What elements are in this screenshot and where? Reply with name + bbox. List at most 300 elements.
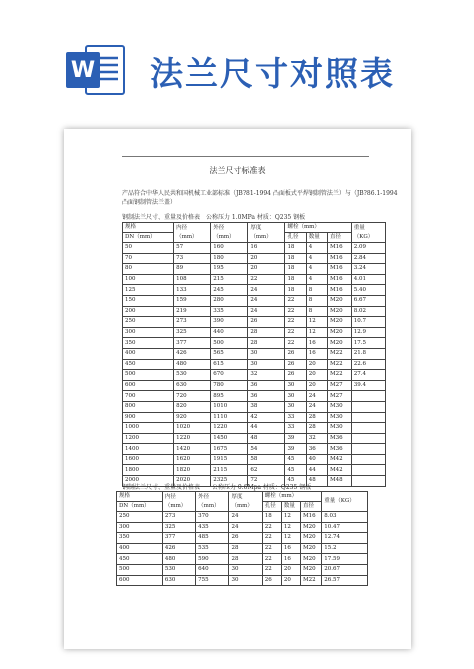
table-cell: 180 [211, 253, 248, 264]
table-cell: M20 [300, 554, 321, 565]
table-cell: 895 [211, 391, 248, 402]
table-cell: 195 [211, 264, 248, 275]
header-outer: 外径 （mm） [196, 492, 229, 512]
table-cell: 2.09 [351, 243, 385, 254]
table-cell: 325 [162, 522, 195, 533]
table-cell: 18 [285, 264, 306, 275]
table-cell: 200 [123, 306, 174, 317]
header-bolt: 螺栓（mm） [262, 492, 322, 502]
table-cell: 16 [281, 554, 300, 565]
table-cell: 58 [248, 454, 285, 465]
table-cell: 720 [174, 391, 211, 402]
table-cell: M20 [328, 338, 352, 349]
table-cell: 39.4 [351, 380, 385, 391]
table-cell: 615 [211, 359, 248, 370]
table-cell: 24 [248, 285, 285, 296]
table-row [117, 554, 368, 565]
table-cell: 10.7 [351, 317, 385, 328]
table-row [117, 512, 368, 523]
table-cell: 640 [196, 564, 229, 575]
table-cell: 400 [117, 543, 163, 554]
table-cell: 125 [123, 285, 174, 296]
table-cell: 12 [306, 327, 327, 338]
table-cell: 26 [262, 575, 281, 586]
header-inner: 内径 （mm） [162, 492, 195, 512]
table-cell: 36 [306, 444, 327, 455]
header-thickness: 厚度 （mm） [248, 223, 285, 243]
table-cell: 2325 [211, 476, 248, 487]
table-cell [351, 444, 385, 455]
table-cell: 16 [306, 348, 327, 359]
table-cell: M42 [328, 454, 352, 465]
table-row [123, 412, 386, 423]
flange-table-2 [116, 491, 368, 586]
table-row [123, 423, 386, 434]
table-cell: 535 [196, 543, 229, 554]
table-cell: 44 [306, 465, 327, 476]
table-cell: 273 [174, 317, 211, 328]
table-cell: 24 [306, 391, 327, 402]
table-cell: 45 [285, 465, 306, 476]
table-cell: 500 [117, 564, 163, 575]
table-cell: 280 [211, 295, 248, 306]
table-row [123, 433, 386, 444]
table-cell: 1800 [123, 465, 174, 476]
table-cell: 300 [123, 327, 174, 338]
table-cell: 150 [123, 295, 174, 306]
table-row [123, 317, 386, 328]
table-cell: 80 [123, 264, 174, 275]
table-cell: 26 [285, 370, 306, 381]
table-cell: 1110 [211, 412, 248, 423]
table-cell: 20 [281, 564, 300, 575]
table-cell: 4 [306, 274, 327, 285]
table-cell: 26.57 [322, 575, 368, 586]
table-cell: M20 [328, 295, 352, 306]
table-cell: 24 [229, 522, 262, 533]
table-cell: 1400 [123, 444, 174, 455]
table-cell: 22 [262, 522, 281, 533]
table-cell: 100 [123, 274, 174, 285]
table-cell: 16 [306, 338, 327, 349]
table-cell: 22 [285, 295, 306, 306]
table-cell: 450 [117, 554, 163, 565]
table-cell: 32 [306, 433, 327, 444]
table-cell: 10.47 [322, 522, 368, 533]
table-cell: 28 [306, 412, 327, 423]
table-cell: 3.24 [351, 264, 385, 275]
table-row [117, 564, 368, 575]
table-row [123, 401, 386, 412]
table-cell: M22 [328, 348, 352, 359]
table-cell: 325 [174, 327, 211, 338]
table-cell [351, 412, 385, 423]
table-cell: 335 [211, 306, 248, 317]
table-cell: 820 [174, 401, 211, 412]
table-cell: 33 [285, 423, 306, 434]
table-cell: 108 [174, 274, 211, 285]
table-cell: 28 [229, 543, 262, 554]
table-row [117, 575, 368, 586]
header-hole: 孔径 [262, 502, 281, 512]
table-cell: 1220 [211, 423, 248, 434]
header-spec: 规格 [123, 223, 174, 233]
header-dia: 直径 [300, 502, 321, 512]
table-cell: 20 [281, 575, 300, 586]
svg-text:W: W [70, 58, 96, 83]
table-cell: 20 [248, 264, 285, 275]
table-cell: 18 [285, 274, 306, 285]
table-cell: 350 [123, 338, 174, 349]
header-spec: 规格 [117, 492, 163, 502]
table-cell: 38 [248, 401, 285, 412]
table-cell: 160 [211, 243, 248, 254]
table-cell: 30 [285, 401, 306, 412]
table-cell: M42 [328, 465, 352, 476]
table-cell: 480 [162, 554, 195, 565]
table-row [117, 522, 368, 533]
table-row [123, 338, 386, 349]
table-cell: 28 [248, 338, 285, 349]
header-qty: 数量 [306, 233, 327, 243]
table-cell: 1600 [123, 454, 174, 465]
table-header-row [123, 223, 386, 233]
table-cell: M16 [328, 243, 352, 254]
table-cell [351, 476, 385, 487]
table-cell: 39 [285, 433, 306, 444]
table-cell: 245 [211, 285, 248, 296]
table-cell: M36 [328, 433, 352, 444]
table-cell [351, 423, 385, 434]
table-cell: 390 [211, 317, 248, 328]
table-cell: M30 [328, 412, 352, 423]
table-cell: 73 [174, 253, 211, 264]
table-cell: 2.84 [351, 253, 385, 264]
table-cell: 42 [248, 412, 285, 423]
table-cell: M20 [300, 564, 321, 575]
table-cell: 2020 [174, 476, 211, 487]
table-cell: 28 [248, 327, 285, 338]
table-cell: 22.6 [351, 359, 385, 370]
table-cell: 780 [211, 380, 248, 391]
table-cell: 435 [196, 522, 229, 533]
table-cell: 70 [123, 253, 174, 264]
table-cell: 18 [262, 512, 281, 523]
table-cell: 26 [285, 348, 306, 359]
table-cell: 12 [281, 512, 300, 523]
table-cell: 24 [248, 306, 285, 317]
table-cell: 20 [306, 380, 327, 391]
table-cell: 1620 [174, 454, 211, 465]
table-cell: M16 [328, 285, 352, 296]
table-cell: 1450 [211, 433, 248, 444]
table-cell: 27.4 [351, 370, 385, 381]
table-cell: 30 [229, 564, 262, 575]
table-row [123, 253, 386, 264]
table-cell: 54 [248, 444, 285, 455]
table-cell: 800 [123, 401, 174, 412]
table-cell: 16 [281, 543, 300, 554]
table-cell: M20 [300, 522, 321, 533]
table-cell: M16 [328, 264, 352, 275]
table-cell: 1200 [123, 433, 174, 444]
table-cell: 45 [285, 476, 306, 487]
table-cell: 250 [123, 317, 174, 328]
table-cell: 4.01 [351, 274, 385, 285]
table-cell: 17.5 [351, 338, 385, 349]
table-cell: 26 [248, 317, 285, 328]
table-cell: 32 [248, 370, 285, 381]
table-row [123, 274, 386, 285]
table-row [123, 243, 386, 254]
table-cell: 219 [174, 306, 211, 317]
table-cell: 920 [174, 412, 211, 423]
table-row [123, 306, 386, 317]
table-cell: 16 [248, 243, 285, 254]
table-cell: 22 [285, 317, 306, 328]
table-cell: M20 [300, 533, 321, 544]
table-cell: 273 [162, 512, 195, 523]
header-outer: 外径 （mm） [211, 223, 248, 243]
table-cell: 755 [196, 575, 229, 586]
table-cell: 30 [248, 348, 285, 359]
table-cell: 300 [117, 522, 163, 533]
table-row [123, 465, 386, 476]
table-cell: M16 [328, 253, 352, 264]
table-cell: 21.8 [351, 348, 385, 359]
table-cell: 485 [196, 533, 229, 544]
table-row [123, 380, 386, 391]
header-weight: 重量（KG） [322, 492, 368, 512]
table-cell: 400 [123, 348, 174, 359]
table-cell: 1420 [174, 444, 211, 455]
table-cell [351, 465, 385, 476]
table-cell: 24 [306, 401, 327, 412]
table-cell: M20 [328, 317, 352, 328]
table-row [123, 264, 386, 275]
table-cell: 33 [285, 412, 306, 423]
banner-title: 法兰尺寸对照表 [150, 54, 395, 93]
table-cell [351, 454, 385, 465]
table-cell: 630 [162, 575, 195, 586]
table-cell: 22 [262, 543, 281, 554]
table-cell: 12 [281, 522, 300, 533]
table-row [117, 533, 368, 544]
table-cell: M16 [300, 512, 321, 523]
table-cell: 500 [211, 338, 248, 349]
document-page [64, 129, 411, 649]
table-cell: 18 [285, 285, 306, 296]
table-cell: M20 [328, 327, 352, 338]
table-cell: 500 [123, 370, 174, 381]
table-cell: 18 [285, 243, 306, 254]
table-cell: 5.40 [351, 285, 385, 296]
table-cell: 630 [174, 380, 211, 391]
table-cell: M30 [328, 401, 352, 412]
table-cell: 30 [248, 359, 285, 370]
table-row [117, 543, 368, 554]
table-cell: 40 [306, 454, 327, 465]
table-cell: 12 [281, 533, 300, 544]
header-inner: 内径 （mm） [174, 223, 211, 243]
table-cell: 89 [174, 264, 211, 275]
header-thickness: 厚度 （mm） [229, 492, 262, 512]
table-cell: M16 [328, 274, 352, 285]
header-qty: 数量 [281, 502, 300, 512]
page-heading: 法兰尺寸标准表 [209, 166, 266, 175]
table-cell: 565 [211, 348, 248, 359]
table-cell: 48 [248, 433, 285, 444]
table-cell: 450 [123, 359, 174, 370]
table-cell: 4 [306, 243, 327, 254]
table-cell: 159 [174, 295, 211, 306]
table-cell: 8 [306, 285, 327, 296]
table-cell: 377 [174, 338, 211, 349]
table-cell: M27 [328, 391, 352, 402]
table-cell: 1020 [174, 423, 211, 434]
table-cell: 28 [229, 554, 262, 565]
table-cell: 1675 [211, 444, 248, 455]
table-cell: 50 [123, 243, 174, 254]
table-cell: 8 [306, 306, 327, 317]
table-row [123, 444, 386, 455]
table-cell: 20.67 [322, 564, 368, 575]
table-cell: 44 [248, 423, 285, 434]
header-hole: 孔径 [285, 233, 306, 243]
table-cell: 133 [174, 285, 211, 296]
table-cell: 57 [174, 243, 211, 254]
table-cell: 28 [306, 423, 327, 434]
table-cell: 600 [123, 380, 174, 391]
table-cell: 2115 [211, 465, 248, 476]
table-cell: 22 [262, 554, 281, 565]
table-cell: 670 [211, 370, 248, 381]
table-header-row [117, 492, 368, 502]
table-cell: 26 [229, 533, 262, 544]
table-cell: M30 [328, 423, 352, 434]
header-dn: DN（mm） [123, 233, 174, 243]
table-cell: 30 [285, 380, 306, 391]
table-cell: 30 [229, 575, 262, 586]
header-weight: 重量 （KG） [351, 223, 385, 243]
table-cell [351, 401, 385, 412]
table-cell: 62 [248, 465, 285, 476]
table-cell: 900 [123, 412, 174, 423]
table-row [123, 348, 386, 359]
table-cell: 24 [229, 512, 262, 523]
table-row [123, 359, 386, 370]
table-cell: 1915 [211, 454, 248, 465]
table-row [123, 391, 386, 402]
table-cell: 26 [285, 359, 306, 370]
table-cell: M22 [328, 370, 352, 381]
header-dia: 直径 [328, 233, 352, 243]
table-cell: 1220 [174, 433, 211, 444]
table-cell: 426 [174, 348, 211, 359]
table-cell: M48 [328, 476, 352, 487]
table-cell: 20 [306, 359, 327, 370]
table-cell: 48 [306, 476, 327, 487]
table-row [123, 454, 386, 465]
table-cell: 12 [306, 317, 327, 328]
table-cell: 480 [174, 359, 211, 370]
table-cell: 24 [248, 295, 285, 306]
table-cell: 12.9 [351, 327, 385, 338]
table-cell: 20 [306, 370, 327, 381]
table-cell: 22 [285, 327, 306, 338]
table-cell: M20 [300, 543, 321, 554]
word-doc-icon [66, 44, 126, 96]
table-cell: 20 [248, 253, 285, 264]
table-cell: 1000 [123, 423, 174, 434]
table-row [123, 285, 386, 296]
table-cell: 17.59 [322, 554, 368, 565]
table-cell: 6.67 [351, 295, 385, 306]
table-cell: M22 [300, 575, 321, 586]
table-cell: 15.2 [322, 543, 368, 554]
table-cell: 30 [285, 391, 306, 402]
table2-caption: 钢制法兰尺寸、重量及价格表 公称压力 0.6Mpa 材质：Q235 钢板 [122, 484, 312, 491]
table-cell: M20 [328, 306, 352, 317]
flange-table-1 [122, 222, 386, 487]
table-cell: 1010 [211, 401, 248, 412]
table-cell: 370 [196, 512, 229, 523]
table-cell: 39 [285, 444, 306, 455]
table1-caption: 钢制法兰尺寸、重量及价格表 公称压力 1.0MPa 材质：Q235 钢板 [122, 214, 306, 221]
table-cell: 22 [248, 274, 285, 285]
table-cell: 1820 [174, 465, 211, 476]
table-cell: 36 [248, 380, 285, 391]
top-rule [122, 156, 369, 157]
table-cell: 22 [262, 564, 281, 575]
table-cell: 22 [285, 338, 306, 349]
table-row [123, 327, 386, 338]
table-cell: 22 [262, 533, 281, 544]
table-cell: 18 [285, 253, 306, 264]
table-cell: 2000 [123, 476, 174, 487]
table-cell: 350 [117, 533, 163, 544]
table-cell: 72 [248, 476, 285, 487]
table-cell: 8 [306, 295, 327, 306]
intro-text: 产品符合中华人民共和国机械工业部标准（JB?81-1994 凸面板式平焊钢制管法兰）与（JB?86.1-1994 凸面钢制管法兰盖） [122, 190, 398, 206]
table-cell: 4 [306, 264, 327, 275]
table-cell: 215 [211, 274, 248, 285]
table-cell: 22 [285, 306, 306, 317]
table-cell [351, 391, 385, 402]
table-cell: 440 [211, 327, 248, 338]
table-cell: 36 [248, 391, 285, 402]
table-cell: 8.02 [351, 306, 385, 317]
table-cell: 8.03 [322, 512, 368, 523]
table-cell: M22 [328, 359, 352, 370]
header-bolt: 螺栓（mm） [285, 223, 351, 233]
table-cell: M27 [328, 380, 352, 391]
table-cell: 250 [117, 512, 163, 523]
table-cell: 530 [162, 564, 195, 575]
table-cell: 12.74 [322, 533, 368, 544]
table-cell: M36 [328, 444, 352, 455]
table-cell: 590 [196, 554, 229, 565]
table-cell: 700 [123, 391, 174, 402]
table-row [123, 370, 386, 381]
table-cell: 426 [162, 543, 195, 554]
table-cell: 377 [162, 533, 195, 544]
banner [0, 0, 474, 110]
table-row [123, 295, 386, 306]
header-dn: DN（mm） [117, 502, 163, 512]
table-cell [351, 433, 385, 444]
table-cell: 4 [306, 253, 327, 264]
